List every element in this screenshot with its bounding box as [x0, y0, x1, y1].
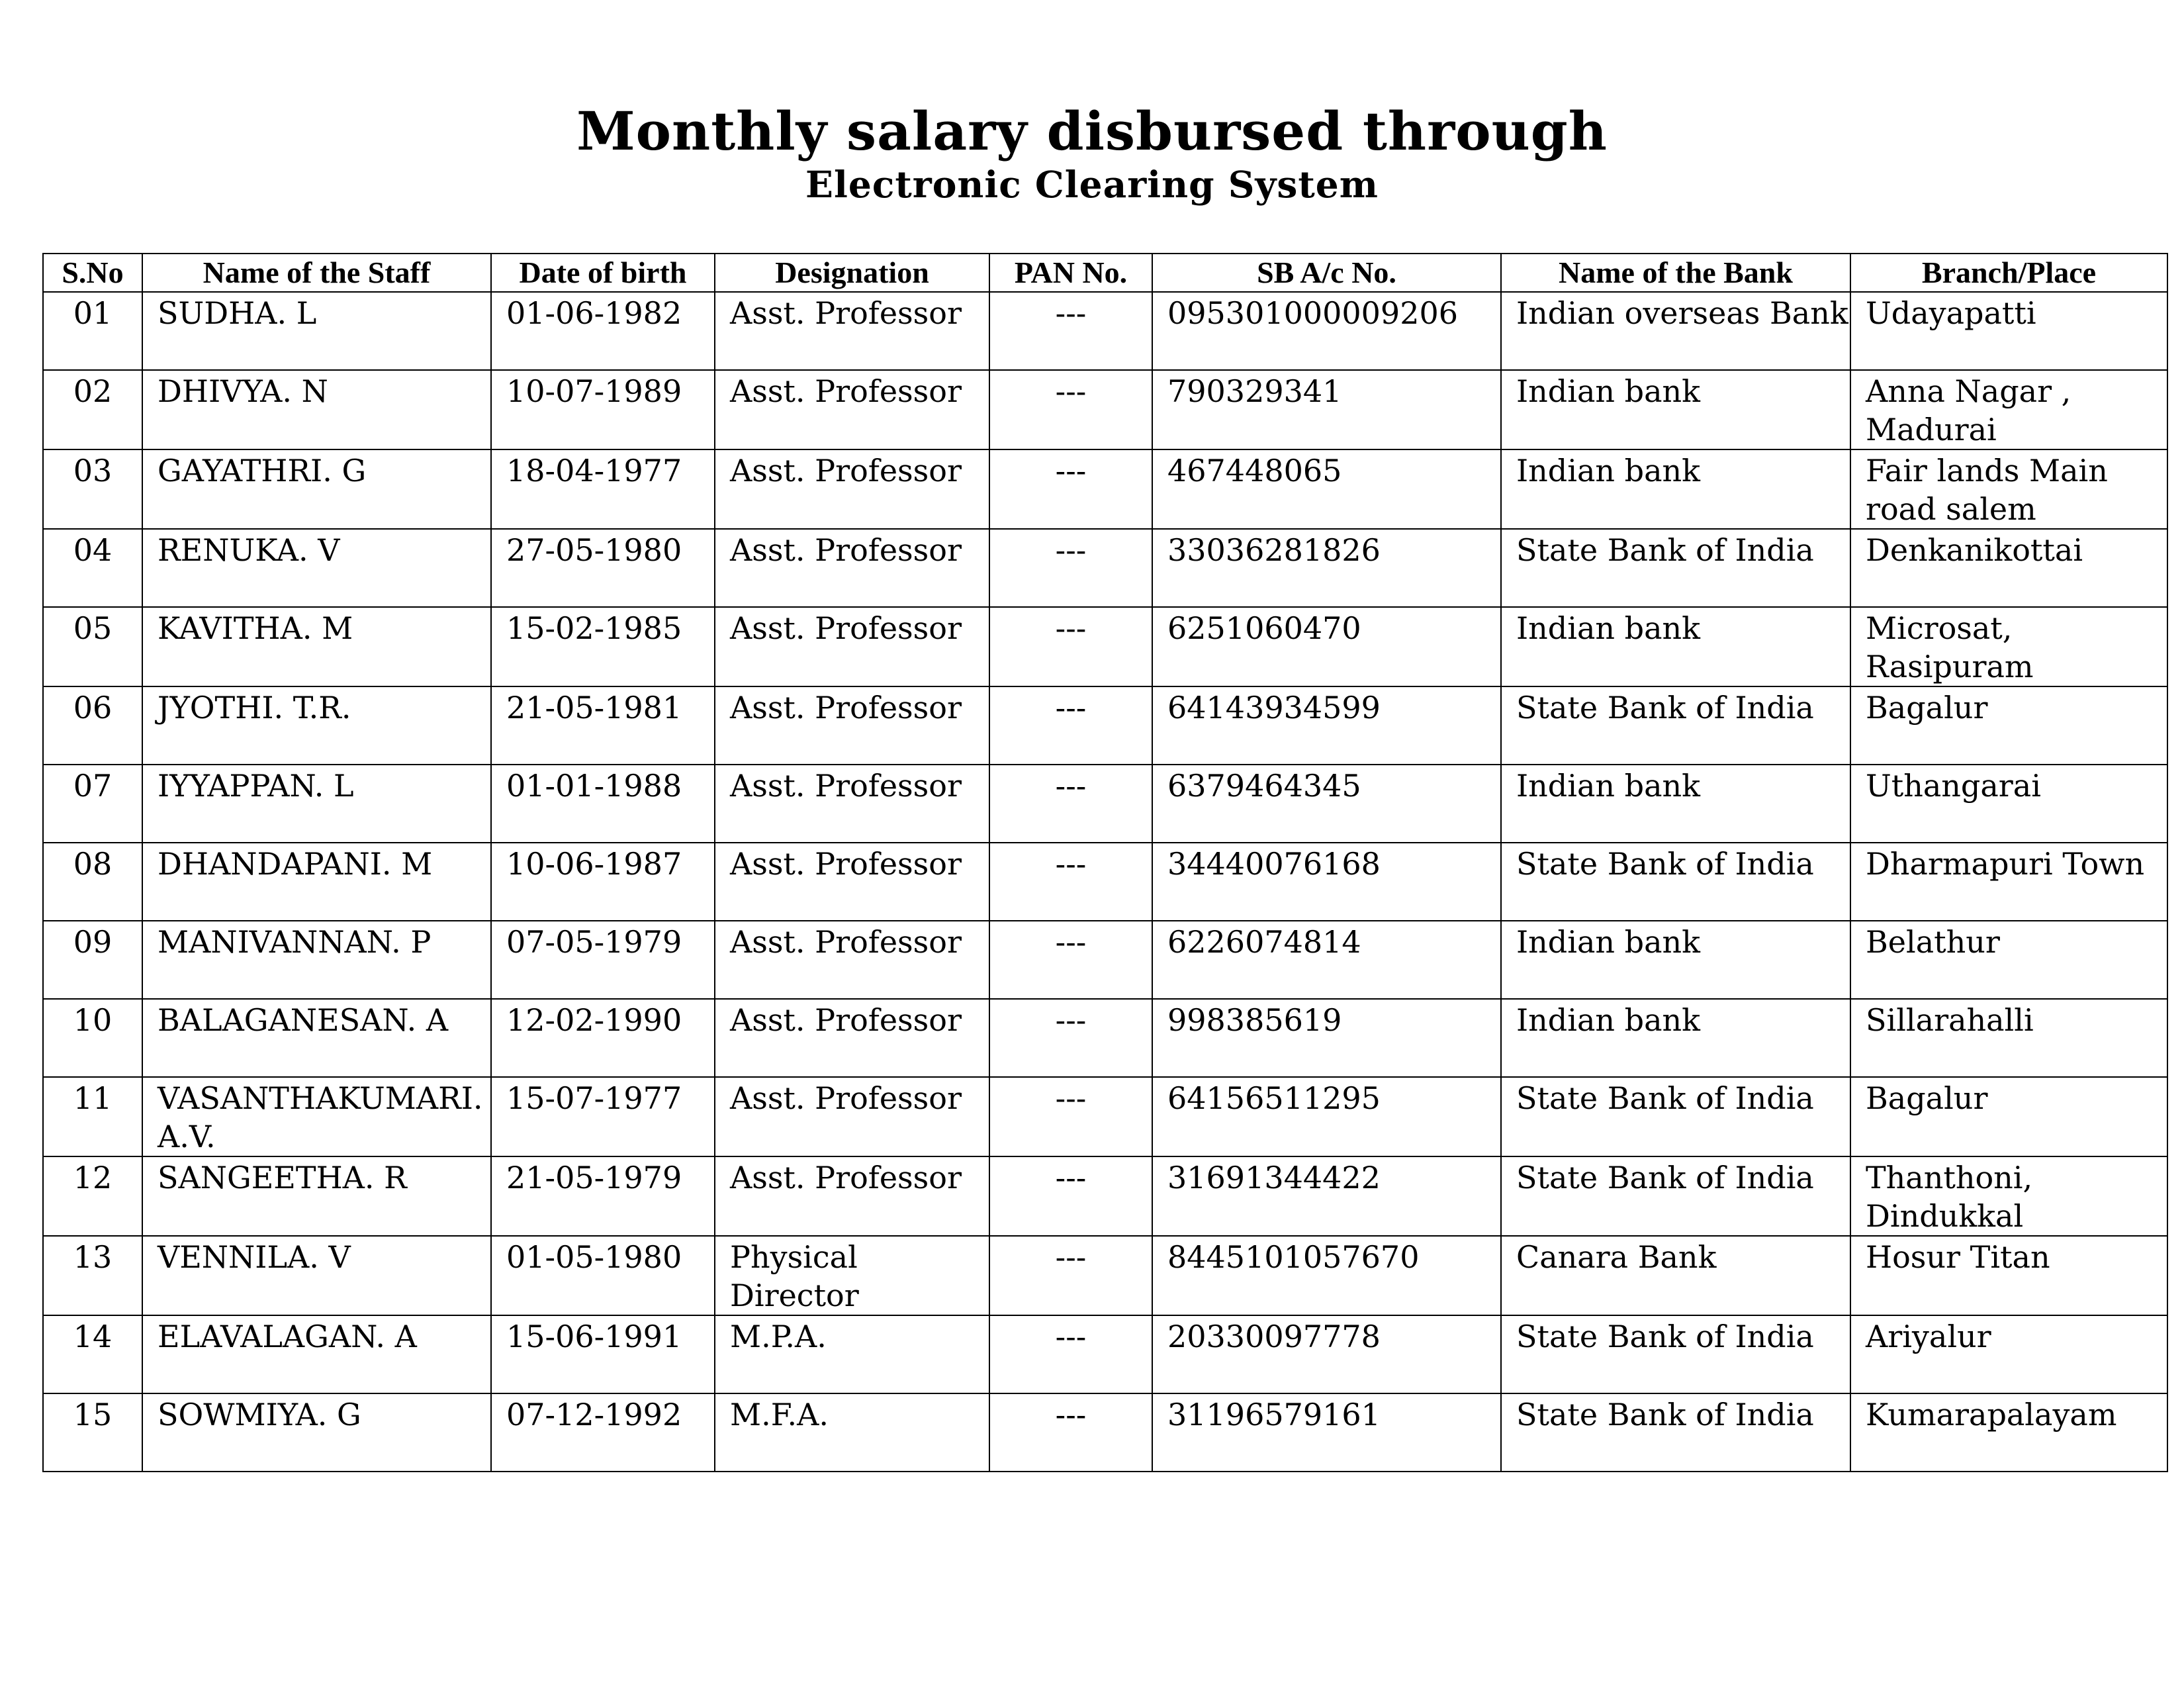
- cell-bank: State Bank of India: [1501, 843, 1850, 921]
- cell-branch: Anna Nagar , Madurai: [1850, 370, 2167, 449]
- cell-account: 34440076168: [1152, 843, 1501, 921]
- cell-name: ELAVALAGAN. A: [142, 1315, 491, 1393]
- cell-name: SUDHA. L: [142, 292, 491, 370]
- cell-name: SANGEETHA. R: [142, 1156, 491, 1236]
- cell-branch: Bagalur: [1850, 686, 2167, 765]
- header-sno: S.No: [43, 254, 142, 292]
- header-account: SB A/c No.: [1152, 254, 1501, 292]
- cell-pan: ---: [989, 1077, 1152, 1156]
- cell-bank: State Bank of India: [1501, 1077, 1850, 1156]
- table-row: [43, 843, 2167, 921]
- table-header-row: [43, 254, 2167, 292]
- cell-name: JYOTHI. T.R.: [142, 686, 491, 765]
- page-title: Monthly salary disbursed through: [576, 100, 1608, 162]
- cell-bank: Indian bank: [1501, 449, 1850, 529]
- table-row: [43, 529, 2167, 607]
- cell-pan: ---: [989, 686, 1152, 765]
- header-bank: Name of the Bank: [1501, 254, 1850, 292]
- cell-bank: State Bank of India: [1501, 529, 1850, 607]
- cell-branch: Denkanikottai: [1850, 529, 2167, 607]
- cell-dob: 07-05-1979: [491, 921, 715, 999]
- cell-name: MANIVANNAN. P: [142, 921, 491, 999]
- cell-designation: Asst. Professor: [715, 999, 989, 1077]
- header-branch: Branch/Place: [1850, 254, 2167, 292]
- cell-designation: Asst. Professor: [715, 529, 989, 607]
- cell-sno: 01: [43, 292, 142, 370]
- cell-bank: Canara Bank: [1501, 1236, 1850, 1315]
- cell-bank: State Bank of India: [1501, 686, 1850, 765]
- cell-branch: Hosur Titan: [1850, 1236, 2167, 1315]
- cell-name: KAVITHA. M: [142, 607, 491, 686]
- table-row: [43, 1077, 2167, 1156]
- cell-account: 467448065: [1152, 449, 1501, 529]
- cell-sno: 08: [43, 843, 142, 921]
- cell-branch: Thanthoni, Dindukkal: [1850, 1156, 2167, 1236]
- cell-account: 6379464345: [1152, 765, 1501, 843]
- table-row: [43, 1315, 2167, 1393]
- cell-dob: 27-05-1980: [491, 529, 715, 607]
- cell-designation: Asst. Professor: [715, 1156, 989, 1236]
- cell-sno: 13: [43, 1236, 142, 1315]
- cell-name: VASANTHAKUMARI. A.V.: [142, 1077, 491, 1156]
- cell-pan: ---: [989, 449, 1152, 529]
- cell-name: VENNILA. V: [142, 1236, 491, 1315]
- cell-account: 095301000009206: [1152, 292, 1501, 370]
- cell-designation: Asst. Professor: [715, 686, 989, 765]
- table-row: [43, 292, 2167, 370]
- cell-designation: Asst. Professor: [715, 1077, 989, 1156]
- cell-pan: ---: [989, 607, 1152, 686]
- cell-dob: 15-07-1977: [491, 1077, 715, 1156]
- cell-branch: Sillarahalli: [1850, 999, 2167, 1077]
- cell-account: 64143934599: [1152, 686, 1501, 765]
- cell-branch: Belathur: [1850, 921, 2167, 999]
- cell-sno: 06: [43, 686, 142, 765]
- cell-dob: 21-05-1979: [491, 1156, 715, 1236]
- cell-pan: ---: [989, 1236, 1152, 1315]
- cell-dob: 15-02-1985: [491, 607, 715, 686]
- cell-dob: 10-07-1989: [491, 370, 715, 449]
- header-pan: PAN No.: [989, 254, 1152, 292]
- table-row: [43, 765, 2167, 843]
- cell-designation: Asst. Professor: [715, 370, 989, 449]
- cell-dob: 12-02-1990: [491, 999, 715, 1077]
- header-dob: Date of birth: [491, 254, 715, 292]
- cell-designation: Asst. Professor: [715, 765, 989, 843]
- cell-bank: State Bank of India: [1501, 1315, 1850, 1393]
- cell-name: DHANDAPANI. M: [142, 843, 491, 921]
- cell-name: RENUKA. V: [142, 529, 491, 607]
- cell-pan: ---: [989, 765, 1152, 843]
- cell-bank: Indian bank: [1501, 765, 1850, 843]
- cell-sno: 07: [43, 765, 142, 843]
- cell-account: 790329341: [1152, 370, 1501, 449]
- cell-dob: 01-01-1988: [491, 765, 715, 843]
- cell-sno: 14: [43, 1315, 142, 1393]
- table-row: [43, 921, 2167, 999]
- cell-dob: 15-06-1991: [491, 1315, 715, 1393]
- cell-account: 6226074814: [1152, 921, 1501, 999]
- cell-pan: ---: [989, 921, 1152, 999]
- cell-account: 64156511295: [1152, 1077, 1501, 1156]
- cell-designation: Asst. Professor: [715, 921, 989, 999]
- cell-designation: Asst. Professor: [715, 843, 989, 921]
- cell-designation: Asst. Professor: [715, 607, 989, 686]
- cell-pan: ---: [989, 370, 1152, 449]
- table-row: [43, 999, 2167, 1077]
- cell-sno: 11: [43, 1077, 142, 1156]
- table-row: [43, 1393, 2167, 1472]
- cell-branch: Udayapatti: [1850, 292, 2167, 370]
- cell-branch: Uthangarai: [1850, 765, 2167, 843]
- header-designation: Designation: [715, 254, 989, 292]
- cell-sno: 09: [43, 921, 142, 999]
- cell-pan: ---: [989, 1156, 1152, 1236]
- cell-pan: ---: [989, 843, 1152, 921]
- cell-branch: Dharmapuri Town: [1850, 843, 2167, 921]
- table-row: [43, 449, 2167, 529]
- cell-pan: ---: [989, 529, 1152, 607]
- salary-table: [42, 253, 2168, 1472]
- table-row: [43, 1156, 2167, 1236]
- cell-sno: 03: [43, 449, 142, 529]
- cell-account: 8445101057670: [1152, 1236, 1501, 1315]
- cell-sno: 10: [43, 999, 142, 1077]
- cell-bank: Indian overseas Bank: [1501, 292, 1850, 370]
- cell-dob: 01-06-1982: [491, 292, 715, 370]
- cell-branch: Bagalur: [1850, 1077, 2167, 1156]
- cell-bank: Indian bank: [1501, 607, 1850, 686]
- cell-branch: Fair lands Main road salem: [1850, 449, 2167, 529]
- cell-account: 33036281826: [1152, 529, 1501, 607]
- cell-sno: 05: [43, 607, 142, 686]
- cell-sno: 04: [43, 529, 142, 607]
- header-name: Name of the Staff: [142, 254, 491, 292]
- cell-designation: Asst. Professor: [715, 292, 989, 370]
- cell-account: 31691344422: [1152, 1156, 1501, 1236]
- cell-bank: State Bank of India: [1501, 1393, 1850, 1472]
- cell-pan: ---: [989, 1393, 1152, 1472]
- table-row: [43, 370, 2167, 449]
- cell-sno: 15: [43, 1393, 142, 1472]
- cell-pan: ---: [989, 1315, 1152, 1393]
- cell-name: GAYATHRI. G: [142, 449, 491, 529]
- cell-name: IYYAPPAN. L: [142, 765, 491, 843]
- cell-pan: ---: [989, 292, 1152, 370]
- cell-sno: 02: [43, 370, 142, 449]
- table-row: [43, 686, 2167, 765]
- cell-designation: M.P.A.: [715, 1315, 989, 1393]
- cell-bank: State Bank of India: [1501, 1156, 1850, 1236]
- cell-name: SOWMIYA. G: [142, 1393, 491, 1472]
- cell-account: 20330097778: [1152, 1315, 1501, 1393]
- cell-branch: Kumarapalayam: [1850, 1393, 2167, 1472]
- table-row: [43, 1236, 2167, 1315]
- cell-designation: Asst. Professor: [715, 449, 989, 529]
- cell-name: BALAGANESAN. A: [142, 999, 491, 1077]
- cell-dob: 07-12-1992: [491, 1393, 715, 1472]
- cell-bank: Indian bank: [1501, 370, 1850, 449]
- table-row: [43, 607, 2167, 686]
- cell-name: DHIVYA. N: [142, 370, 491, 449]
- cell-branch: Microsat, Rasipuram: [1850, 607, 2167, 686]
- cell-account: 998385619: [1152, 999, 1501, 1077]
- cell-account: 31196579161: [1152, 1393, 1501, 1472]
- page-subtitle: Electronic Clearing System: [805, 163, 1379, 206]
- cell-dob: 10-06-1987: [491, 843, 715, 921]
- cell-sno: 12: [43, 1156, 142, 1236]
- cell-branch: Ariyalur: [1850, 1315, 2167, 1393]
- cell-bank: Indian bank: [1501, 999, 1850, 1077]
- cell-pan: ---: [989, 999, 1152, 1077]
- cell-designation: Physical Director: [715, 1236, 989, 1315]
- cell-bank: Indian bank: [1501, 921, 1850, 999]
- cell-account: 6251060470: [1152, 607, 1501, 686]
- cell-dob: 01-05-1980: [491, 1236, 715, 1315]
- cell-dob: 21-05-1981: [491, 686, 715, 765]
- cell-designation: M.F.A.: [715, 1393, 989, 1472]
- cell-dob: 18-04-1977: [491, 449, 715, 529]
